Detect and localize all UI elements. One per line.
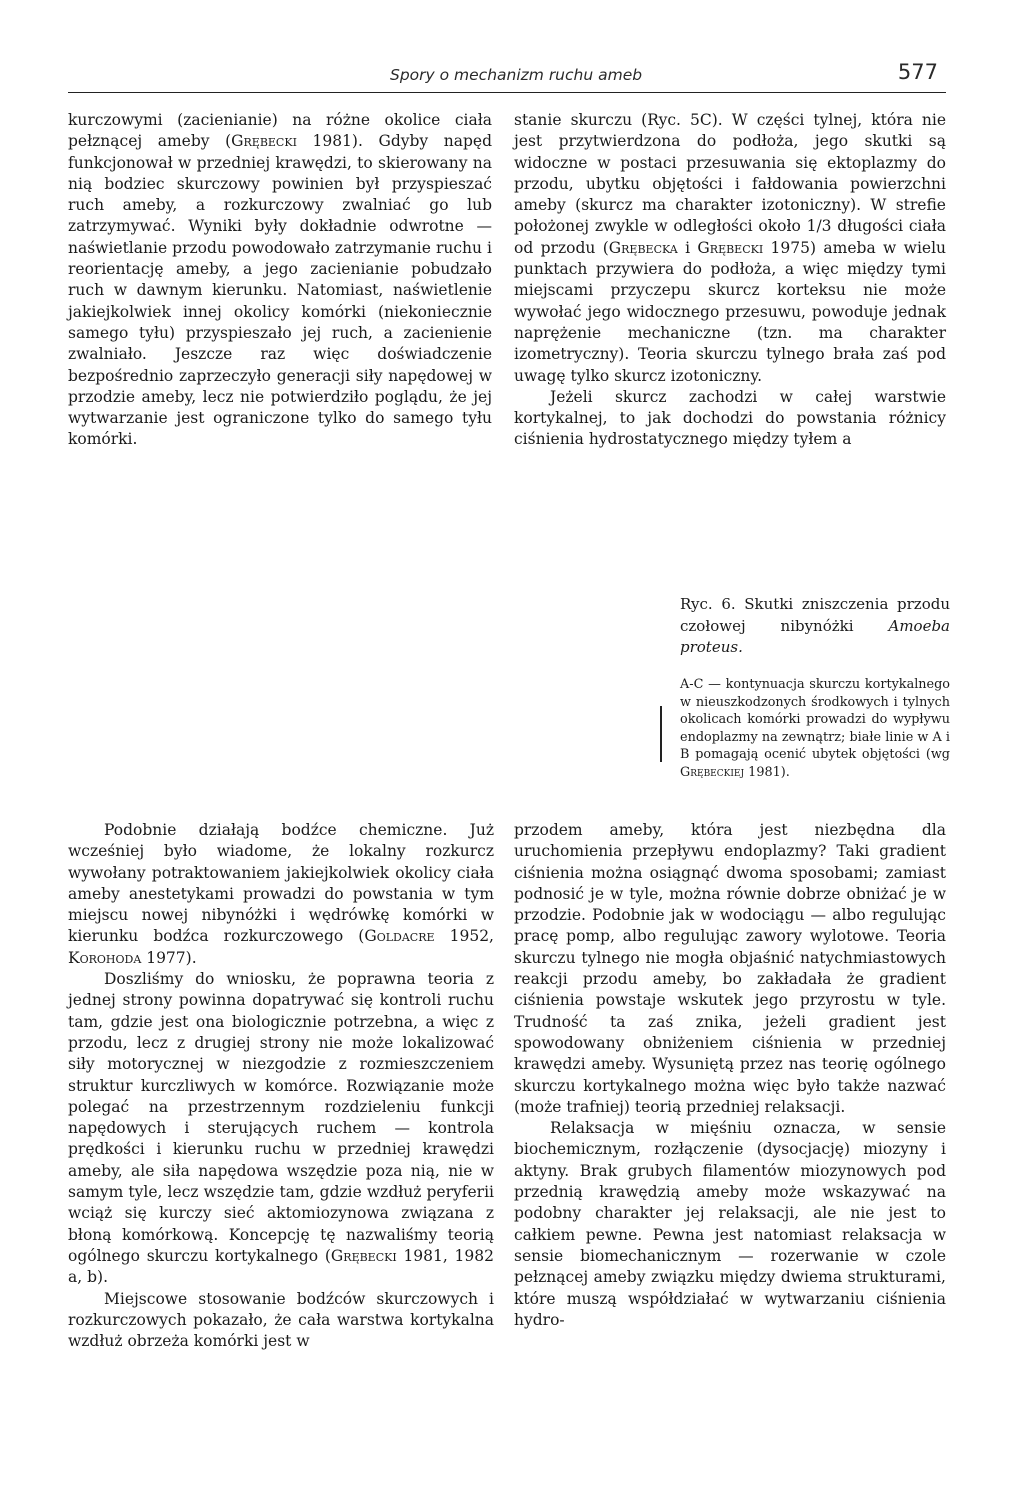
running-title: Spory o mechanizm ruchu ameb — [390, 66, 643, 84]
figure-legend: A-C — kontynuacja skurczu kortykalnego w nieuszkodzonych środkowych i tylnych okolicach komórki prowadzi do wypływu endoplazmy na zewnątrz; białe linie w A i B pomagają ocenić ubytek objętości (wg Grębeckiej 1981). — [680, 677, 950, 780]
paragraph: Podobnie działają bodźce chemiczne. Już wcześniej było wiadome, że lokalny rozkurcz wywołany potraktowaniem jakiejkolwiek okolicy ciała ameby anestetykami prowadzi do powstania w tym miejscu nowej nibynóżki i wędrówkę komórki w kierunku bodźca rozkurczowego (Goldacre 1952, Korohoda 1977). — [68, 821, 494, 967]
paragraph: Relaksacja w mięśniu oznacza, w sensie biochemicznym, rozłączenie (dysocjację) miozyny i aktyny. Brak grubych filamentów miozynowych pod przednią krawędzią ameby może wskazywać na podobny charakter jej relaksacji, ale nie jest to całkiem pewne. Pewna jest natomiast relaksacja w sensie biomechanicznym — rozerwanie w czole pełznącej ameby związku między dwiema strukturami, które muszą współdziałać w wytwarzaniu ciśnienia hydro- — [514, 1119, 946, 1329]
running-header — [68, 58, 946, 93]
citation: Grębecki — [231, 132, 297, 151]
paragraph: Miejscowe stosowanie bodźców skurczowych i rozkurczowych pokazało, że cała warstwa kortykalna wzdłuż obrzeża komórki jest w — [68, 1289, 494, 1351]
paragraph: Doszliśmy do wniosku, że poprawna teoria z jednej strony powinna dopatrywać się kontroli ruchu tam, gdzie jest ona biologicznie potrzebna, a więc z przodu, lecz z drugiej strony nie może lokalizować siły motorycznej w niezgodzie z rozmieszczeniem struktur kurczliwych w komórce. Rozwiązanie może polegać na przestrzennym rozdzieleniu funkcji napędowych i sterujących ruchem — kontrola prędkości i kierunku ruchu w przedniej krawędzi ameby, ale siła napędowa wszędzie poza nią, nie w samym tyle, lecz wszędzie tam, gdzie wzdłuż peryferii wciąż się kurczy sieć aktomiozynowa związana z błoną komórkową. Koncepcję tę nazwaliśmy teorią ogólnego skurczu kortykalnego (Grębecki 1981, 1982 a, b). — [68, 970, 494, 1287]
column-top-right — [514, 110, 946, 451]
legend-divider — [660, 706, 662, 762]
citation: Grębecki — [330, 1246, 397, 1265]
page-number: 577 — [897, 60, 938, 84]
citation: Grębecki — [697, 238, 764, 257]
column-bottom-left — [68, 820, 494, 1352]
column-top-left — [68, 110, 492, 451]
species-name: Amoeba proteus. — [680, 616, 950, 656]
citation: Korohoda — [68, 948, 142, 967]
citation: Goldacre — [364, 927, 435, 946]
paragraph: Jeżeli skurcz zachodzi w całej warstwie kortykalnej, to jak dochodzi do powstania różnicy ciśnienia hydrostatycznego między tyłem a — [514, 387, 946, 449]
citation: Grębecka — [608, 238, 678, 257]
citation: Grębeckiej — [680, 764, 745, 780]
column-bottom-right — [514, 820, 946, 1331]
paragraph: kurczowymi (zacienianie) na różne okolice ciała pełznącej ameby (Grębecki 1981). Gdyby napęd funkcjonował w przedniej krawędzi, to skierowany na nią bodziec skurczowy powinien był przyspieszać ruch ameby, a rozkurczowy zwalniać go lub zatrzymywać. Wyniki były dokładnie odwrotne — naświetlanie przodu powodowało zatrzymanie ruchu i reorientację ameby, a jego zacienianie pobudzało ruch w dawnym kierunku. Natomiast, naświetlenie jakiejkolwiek innej okolicy komórki (niekoniecznie samego tyłu) przyspieszało jej ruch, a zacienienie zwalniało. Jeszcze raz więc doświadczenie bezpośrednio zaprzeczyło generacji siły napędowej w przodzie ameby, lecz nie potwierdziło poglądu, że jej wytwarzanie jest ograniczone tylko do samego tyłu komórki. — [68, 111, 492, 449]
figure-caption: Ryc. 6. Skutki zniszczenia przodu czołowej nibynóżki Amoeba proteus. — [680, 595, 950, 656]
paragraph: stanie skurczu (Ryc. 5C). W części tylnej, która nie jest przytwierdzona do podłoża, jego skutki są widoczne w postaci przesuwania się ektoplazmy do przodu, ubytku objętości i fałdowania powierzchni ameby (skurcz ma charakter izotoniczny). W strefie położonej zwykle w odległości około 1/3 długości ciała od przodu (Grębecka i Grębecki 1975) ameba w wielu punktach przywiera do podłoża, a więc między tymi miejscami przyczepu skurcz korteksu nie może wywołać jego widocznego przesuwu, powoduje jednak naprężenie mechaniczne (tzn. ma charakter izometryczny). Teoria skurczu tylnego brała zaś pod uwagę tylko skurcz izotoniczny. — [514, 111, 947, 385]
paragraph: przodem ameby, która jest niezbędna dla uruchomienia przepływu endoplazmy? Taki gradient ciśnienia można osiągnąć dwoma sposobami; zamiast podnosić je w tyle, można równie dobrze obniżać je w przodzie. Podobnie jak w wodociągu — albo regulując pracę pomp, albo regulując zawory wylotowe. Teoria skurczu tylnego nie mogła objaśnić natychmiastowych reakcji przodu ameby, bo zakładała że gradient ciśnienia powstaje wskutek jego przyrostu w tyle. Trudność ta zaś znika, jeżeli gradient jest spowodowany obniżeniem ciśnienia w przedniej krawędzi ameby. Wysuniętą przez nas teorię ogólnego skurczu kortykalnego można więc było także nazwać (może trafniej) teorią przedniej relaksacji. — [514, 821, 946, 1116]
